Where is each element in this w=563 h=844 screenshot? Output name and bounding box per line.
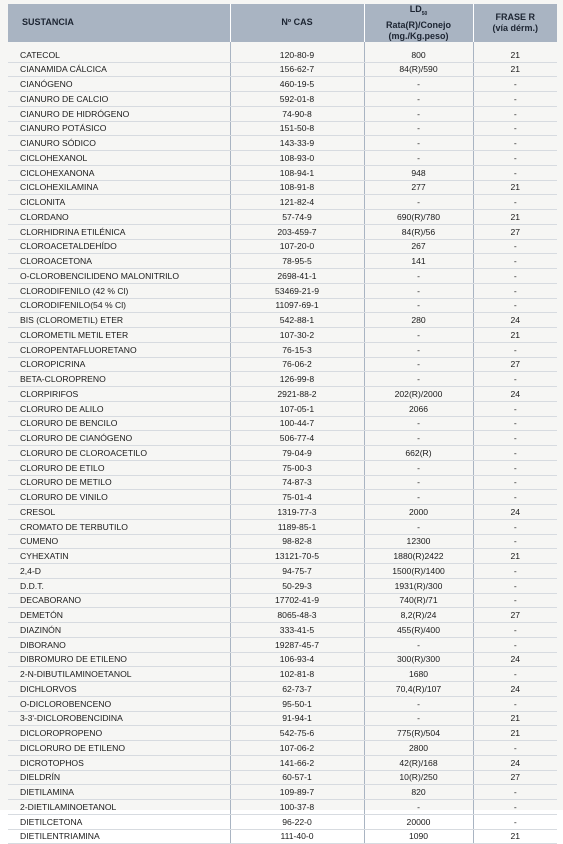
table-row [8, 637, 557, 652]
substance-name-cell: BIS (CLOROMETIL) ETER [8, 313, 230, 328]
ld50-cell: - [364, 372, 473, 387]
cas-number-cell: 102-81-8 [230, 667, 364, 682]
frase-r-cell: - [473, 121, 557, 136]
cas-number-cell: 74-90-8 [230, 106, 364, 121]
cas-number-cell: 13121-70-5 [230, 549, 364, 564]
header-ld-units: (mg./Kg.peso) [388, 30, 449, 41]
substance-name-cell: CIANURO SÓDICO [8, 136, 230, 151]
cas-number-cell: 1319-77-3 [230, 505, 364, 520]
frase-r-cell: 27 [473, 357, 557, 372]
ld50-cell: - [364, 195, 473, 210]
cas-number-cell: 8065-48-3 [230, 608, 364, 623]
cas-number-cell: 57-74-9 [230, 210, 364, 225]
substance-name-cell: DECABORANO [8, 593, 230, 608]
substance-name-cell: DIBORANO [8, 637, 230, 652]
frase-r-cell: 27 [473, 224, 557, 239]
frase-r-cell: - [473, 578, 557, 593]
substance-name-cell: DICHLORVOS [8, 682, 230, 697]
frase-r-cell: 21 [473, 711, 557, 726]
ld50-cell: 690(R)/780 [364, 210, 473, 225]
substance-name-cell: 3-3'-DICLOROBENCIDINA [8, 711, 230, 726]
frase-r-cell: 24 [473, 652, 557, 667]
table-row [8, 328, 557, 343]
frase-r-cell: 24 [473, 387, 557, 402]
substance-name-cell: CICLOHEXILAMINA [8, 180, 230, 195]
cas-number-cell: 98-82-8 [230, 534, 364, 549]
cas-number-cell: 542-88-1 [230, 313, 364, 328]
substance-name-cell: CLOROPICRINA [8, 357, 230, 372]
substance-name-cell: 2-N-DIBUTILAMINOETANOL [8, 667, 230, 682]
ld50-cell: 267 [364, 239, 473, 254]
frase-r-cell: - [473, 667, 557, 682]
ld50-cell: - [364, 357, 473, 372]
frase-r-cell: - [473, 696, 557, 711]
frase-r-cell: 21 [473, 726, 557, 741]
frase-r-cell: - [473, 254, 557, 269]
cas-number-cell: 151-50-8 [230, 121, 364, 136]
table-row [8, 682, 557, 697]
ld50-cell: - [364, 269, 473, 284]
substance-name-cell: BETA-CLOROPRENO [8, 372, 230, 387]
cas-number-cell: 141-66-2 [230, 755, 364, 770]
table-row [8, 549, 557, 564]
ld50-cell: 2066 [364, 401, 473, 416]
frase-r-cell: - [473, 446, 557, 461]
substance-name-cell: CLOROPENTAFLUORETANO [8, 342, 230, 357]
table-row [8, 800, 557, 815]
substance-name-cell: CUMENO [8, 534, 230, 549]
cas-number-cell: 76-06-2 [230, 357, 364, 372]
frase-r-cell: - [473, 519, 557, 534]
table-row [8, 298, 557, 313]
cas-number-cell: 75-00-3 [230, 460, 364, 475]
ld50-cell: - [364, 431, 473, 446]
cas-number-cell: 107-30-2 [230, 328, 364, 343]
cas-number-cell: 121-82-4 [230, 195, 364, 210]
ld50-cell: - [364, 342, 473, 357]
cas-number-cell: 100-44-7 [230, 416, 364, 431]
cas-number-cell: 100-37-8 [230, 800, 364, 815]
substance-name-cell: CLORHIDRINA ETILÉNICA [8, 224, 230, 239]
ld50-cell: 300(R)/300 [364, 652, 473, 667]
header-row [8, 4, 557, 42]
cas-number-cell: 79-04-9 [230, 446, 364, 461]
ld50-cell: 1880(R)2422 [364, 549, 473, 564]
ld50-cell: 2000 [364, 505, 473, 520]
cas-number-cell: 91-94-1 [230, 711, 364, 726]
frase-r-cell: 27 [473, 608, 557, 623]
frase-r-cell: 21 [473, 549, 557, 564]
cas-number-cell: 203-459-7 [230, 224, 364, 239]
cas-number-cell: 62-73-7 [230, 682, 364, 697]
table-row [8, 446, 557, 461]
substance-name-cell: CIANURO POTÁSICO [8, 121, 230, 136]
header-ld-subscript: 50 [421, 10, 428, 17]
frase-r-cell: - [473, 814, 557, 829]
substance-name-cell: DICROTOPHOS [8, 755, 230, 770]
table-row [8, 283, 557, 298]
substance-name-cell: CYHEXATIN [8, 549, 230, 564]
substance-name-cell: CLOROACETALDEHÍDO [8, 239, 230, 254]
cas-number-cell: 95-50-1 [230, 696, 364, 711]
table-row [8, 505, 557, 520]
table-row [8, 519, 557, 534]
ld50-cell: - [364, 475, 473, 490]
table-row [8, 269, 557, 284]
cas-number-cell: 53469-21-9 [230, 283, 364, 298]
frase-r-cell: - [473, 92, 557, 107]
table-row [8, 741, 557, 756]
ld50-cell: 141 [364, 254, 473, 269]
frase-r-cell: - [473, 77, 557, 92]
substance-name-cell: CLORODIFENILO (42 % Cl) [8, 283, 230, 298]
cas-number-cell: 460-19-5 [230, 77, 364, 92]
ld50-cell: 775(R)/504 [364, 726, 473, 741]
frase-r-cell: - [473, 623, 557, 638]
ld50-cell: - [364, 106, 473, 121]
frase-r-cell: - [473, 239, 557, 254]
ld50-cell: - [364, 490, 473, 505]
frase-r-cell: 21 [473, 62, 557, 77]
table-row [8, 165, 557, 180]
frase-r-cell: 24 [473, 682, 557, 697]
cas-number-cell: 120-80-9 [230, 48, 364, 62]
substance-name-cell: CLORURO DE ETILO [8, 460, 230, 475]
frase-r-cell: - [473, 534, 557, 549]
cas-number-cell: 109-89-7 [230, 785, 364, 800]
table-row [8, 62, 557, 77]
cas-number-cell: 2921-88-2 [230, 387, 364, 402]
ld50-cell: 1680 [364, 667, 473, 682]
frase-r-cell: 21 [473, 48, 557, 62]
table-row [8, 195, 557, 210]
frase-r-cell: - [473, 136, 557, 151]
table-row [8, 564, 557, 579]
table-row [8, 593, 557, 608]
ld50-cell: - [364, 800, 473, 815]
table-row [8, 401, 557, 416]
cas-number-cell: 1189-85-1 [230, 519, 364, 534]
table-row [8, 829, 557, 844]
frase-r-cell: 21 [473, 210, 557, 225]
ld50-cell: 8,2(R)/24 [364, 608, 473, 623]
cas-number-cell: 108-91-8 [230, 180, 364, 195]
substance-name-cell: CLORURO DE CIANÓGENO [8, 431, 230, 446]
table-row [8, 652, 557, 667]
substance-name-cell: CIANÓGENO [8, 77, 230, 92]
ld50-cell: 662(R) [364, 446, 473, 461]
header-frase-r [473, 4, 557, 42]
frase-r-cell: 24 [473, 505, 557, 520]
cas-number-cell: 94-75-7 [230, 564, 364, 579]
ld50-cell: - [364, 460, 473, 475]
substance-name-cell: CROMATO DE TERBUTILO [8, 519, 230, 534]
cas-number-cell: 2698-41-1 [230, 269, 364, 284]
substance-name-cell: DIAZINÓN [8, 623, 230, 638]
ld50-cell: - [364, 711, 473, 726]
table-header [8, 4, 557, 42]
table-row [8, 254, 557, 269]
ld50-cell: 800 [364, 48, 473, 62]
header-frase-label: FRASE R [495, 11, 535, 22]
frase-r-cell: - [473, 475, 557, 490]
substance-name-cell: CLORURO DE ALILO [8, 401, 230, 416]
table-row [8, 726, 557, 741]
ld50-cell: - [364, 519, 473, 534]
ld50-cell: 2800 [364, 741, 473, 756]
ld50-cell: 740(R)/71 [364, 593, 473, 608]
ld50-cell: - [364, 151, 473, 166]
table-row [8, 239, 557, 254]
ld50-cell: 280 [364, 313, 473, 328]
frase-r-cell: - [473, 283, 557, 298]
header-ld50 [364, 4, 473, 42]
ld50-cell: - [364, 298, 473, 313]
cas-number-cell: 19287-45-7 [230, 637, 364, 652]
cas-number-cell: 76-15-3 [230, 342, 364, 357]
frase-r-cell: 27 [473, 770, 557, 785]
substance-name-cell: DEMETÓN [8, 608, 230, 623]
substance-name-cell: CLORURO DE BENCILO [8, 416, 230, 431]
frase-r-cell: - [473, 800, 557, 815]
table-row [8, 416, 557, 431]
cas-number-cell: 17702-41-9 [230, 593, 364, 608]
table-row [8, 342, 557, 357]
ld50-cell: 1500(R)/1400 [364, 564, 473, 579]
substance-name-cell: CIANURO DE HIDRÓGENO [8, 106, 230, 121]
table-row [8, 151, 557, 166]
frase-r-cell: - [473, 372, 557, 387]
cas-number-cell: 108-93-0 [230, 151, 364, 166]
cas-number-cell: 143-33-9 [230, 136, 364, 151]
table-row [8, 210, 557, 225]
ld50-cell: 70,4(R)/107 [364, 682, 473, 697]
cas-number-cell: 50-29-3 [230, 578, 364, 593]
substance-name-cell: DIETILENTRIAMINA [8, 829, 230, 844]
table-row [8, 106, 557, 121]
header-cas: Nº CAS [230, 4, 364, 42]
ld50-cell: - [364, 696, 473, 711]
cas-number-cell: 75-01-4 [230, 490, 364, 505]
substance-name-cell: CRESOL [8, 505, 230, 520]
table-row [8, 136, 557, 151]
cas-number-cell: 107-20-0 [230, 239, 364, 254]
substance-name-cell: DICLORURO DE ETILENO [8, 741, 230, 756]
table-row [8, 92, 557, 107]
substance-name-cell: CIANURO DE CALCIO [8, 92, 230, 107]
ld50-cell: - [364, 328, 473, 343]
frase-r-cell: - [473, 785, 557, 800]
ld50-cell: 202(R)/2000 [364, 387, 473, 402]
substance-name-cell: O-CLOROBENCILIDENO MALONITRILO [8, 269, 230, 284]
cas-number-cell: 11097-69-1 [230, 298, 364, 313]
table-row [8, 608, 557, 623]
header-frase-route: (vía dérm.) [492, 22, 538, 33]
frase-r-cell: - [473, 637, 557, 652]
frase-r-cell: 21 [473, 829, 557, 844]
cas-number-cell: 108-94-1 [230, 165, 364, 180]
table-row [8, 121, 557, 136]
frase-r-cell: - [473, 741, 557, 756]
frase-r-cell: 21 [473, 180, 557, 195]
substance-name-cell: CLORURO DE VINILO [8, 490, 230, 505]
substance-name-cell: O-DICLOROBENCENO [8, 696, 230, 711]
header-ld-label: LD [409, 4, 422, 14]
table-body [8, 48, 557, 844]
ld50-cell: - [364, 121, 473, 136]
substance-name-cell: CLORURO DE CLOROACETILO [8, 446, 230, 461]
table-row [8, 785, 557, 800]
cas-number-cell: 333-41-5 [230, 623, 364, 638]
table-row [8, 711, 557, 726]
ld50-cell: - [364, 136, 473, 151]
frase-r-cell: - [473, 564, 557, 579]
frase-r-cell: - [473, 593, 557, 608]
substance-name-cell: 2-DIETILAMINOETANOL [8, 800, 230, 815]
substance-name-cell: DIBROMURO DE ETILENO [8, 652, 230, 667]
ld50-cell: 42(R)/168 [364, 755, 473, 770]
frase-r-cell: - [473, 460, 557, 475]
frase-r-cell: - [473, 342, 557, 357]
cas-number-cell: 592-01-8 [230, 92, 364, 107]
frase-r-cell: - [473, 106, 557, 121]
ld50-cell: 820 [364, 785, 473, 800]
substance-name-cell: CICLOHEXANOL [8, 151, 230, 166]
table-row [8, 431, 557, 446]
ld50-cell: 84(R)/590 [364, 62, 473, 77]
ld50-cell: - [364, 637, 473, 652]
table-row [8, 490, 557, 505]
frase-r-cell: - [473, 298, 557, 313]
cas-number-cell: 107-05-1 [230, 401, 364, 416]
table-row [8, 814, 557, 829]
cas-number-cell: 506-77-4 [230, 431, 364, 446]
frase-r-cell: 24 [473, 313, 557, 328]
cas-number-cell: 542-75-6 [230, 726, 364, 741]
table-row [8, 77, 557, 92]
table-row [8, 696, 557, 711]
frase-r-cell: - [473, 195, 557, 210]
table-row [8, 534, 557, 549]
header-sustancia: SUSTANCIA [8, 4, 230, 42]
table-row [8, 623, 557, 638]
table-row [8, 224, 557, 239]
substance-name-cell: DIETILCETONA [8, 814, 230, 829]
cas-number-cell: 74-87-3 [230, 475, 364, 490]
ld50-cell: 12300 [364, 534, 473, 549]
frase-r-cell: - [473, 416, 557, 431]
table-row [8, 180, 557, 195]
ld50-cell: - [364, 416, 473, 431]
substance-name-cell: CICLOHEXANONA [8, 165, 230, 180]
table-row [8, 755, 557, 770]
substance-name-cell: CLOROMETIL METIL ETER [8, 328, 230, 343]
table-row [8, 770, 557, 785]
ld50-cell: - [364, 283, 473, 298]
header-ld-species: Rata(R)/Conejo [386, 19, 451, 30]
substance-name-cell: DIELDRÍN [8, 770, 230, 785]
frase-r-cell: - [473, 401, 557, 416]
ld50-cell: 948 [364, 165, 473, 180]
table-row [8, 313, 557, 328]
table-row [8, 372, 557, 387]
table-row [8, 475, 557, 490]
cas-number-cell: 156-62-7 [230, 62, 364, 77]
substance-name-cell: DICLOROPROPENO [8, 726, 230, 741]
frase-r-cell: - [473, 151, 557, 166]
substance-name-cell: CLORURO DE METILO [8, 475, 230, 490]
substance-name-cell: CLORDANO [8, 210, 230, 225]
ld50-cell: 1090 [364, 829, 473, 844]
substance-name-cell: 2,4-D [8, 564, 230, 579]
ld50-cell: - [364, 77, 473, 92]
cas-number-cell: 107-06-2 [230, 741, 364, 756]
substance-name-cell: CLOROACETONA [8, 254, 230, 269]
ld50-cell: 10(R)/250 [364, 770, 473, 785]
table-row [8, 460, 557, 475]
frase-r-cell: - [473, 165, 557, 180]
substance-name-cell: CICLONITA [8, 195, 230, 210]
cas-number-cell: 106-93-4 [230, 652, 364, 667]
cas-number-cell: 78-95-5 [230, 254, 364, 269]
ld50-cell: 20000 [364, 814, 473, 829]
substance-name-cell: CLORODIFENILO(54 % Cl) [8, 298, 230, 313]
ld50-cell: 277 [364, 180, 473, 195]
cas-number-cell: 60-57-1 [230, 770, 364, 785]
ld50-cell: 1931(R)/300 [364, 578, 473, 593]
table-row [8, 357, 557, 372]
frase-r-cell: 24 [473, 755, 557, 770]
frase-r-cell: 21 [473, 328, 557, 343]
substances-table [8, 4, 557, 844]
cas-number-cell: 96-22-0 [230, 814, 364, 829]
table-row [8, 48, 557, 62]
substance-name-cell: D.D.T. [8, 578, 230, 593]
ld50-cell: 84(R)/56 [364, 224, 473, 239]
cas-number-cell: 111-40-0 [230, 829, 364, 844]
substance-name-cell: CLORPIRIFOS [8, 387, 230, 402]
frase-r-cell: - [473, 490, 557, 505]
cas-number-cell: 126-99-8 [230, 372, 364, 387]
frase-r-cell: - [473, 269, 557, 284]
table-row [8, 667, 557, 682]
substance-name-cell: CATECOL [8, 48, 230, 62]
substance-name-cell: DIETILAMINA [8, 785, 230, 800]
substance-name-cell: CIANAMIDA CÁLCICA [8, 62, 230, 77]
frase-r-cell: - [473, 431, 557, 446]
ld50-cell: - [364, 92, 473, 107]
table-row [8, 578, 557, 593]
ld50-cell: 455(R)/400 [364, 623, 473, 638]
table-row [8, 387, 557, 402]
